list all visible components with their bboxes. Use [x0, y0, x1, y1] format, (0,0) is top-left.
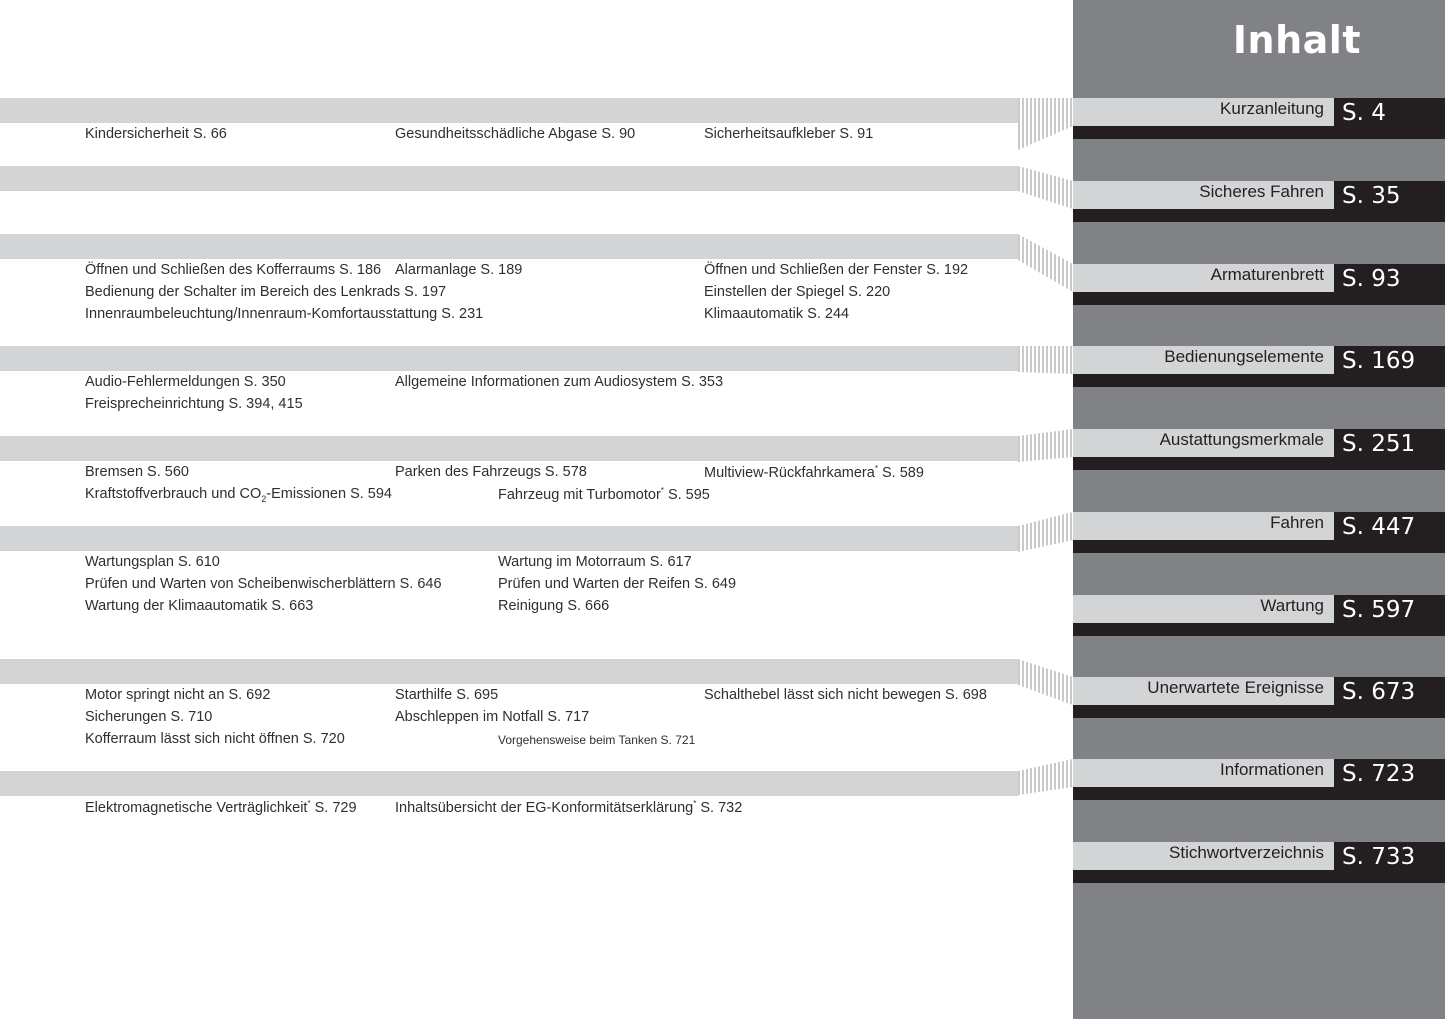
chapter-page: S. 447 [1334, 512, 1445, 553]
entry-rueckfahrkamera[interactable]: Multiview-Rückfahrkamera* S. 589 [704, 464, 924, 481]
chapter-tab-informationen[interactable] [1073, 759, 1445, 800]
chapter-tab-bedienungselemente[interactable] [1073, 346, 1445, 387]
section-band-wartung [0, 659, 1018, 684]
page-title: Inhalt [1232, 18, 1361, 62]
entry-bremsen[interactable]: Bremsen S. 560 [85, 464, 189, 480]
entry-sicherheitsaufkleber[interactable]: Sicherheitsaufkleber S. 91 [704, 126, 874, 142]
entry-abgase[interactable]: Gesundheitsschädliche Abgase S. 90 [395, 126, 636, 142]
entry-schalthebel[interactable]: Schalthebel lässt sich nicht bewegen S. 698 [704, 687, 987, 703]
entry-audio-fehler[interactable]: Audio-Fehlermeldungen S. 350 [85, 374, 286, 390]
entry-alarmanlage[interactable]: Alarmanlage S. 189 [395, 262, 523, 278]
entry-klimaautomatik-wartung[interactable]: Wartung der Klimaautomatik S. 663 [85, 598, 314, 614]
entry-sicherungen[interactable]: Sicherungen S. 710 [85, 709, 213, 725]
entry-kindersicherheit[interactable]: Kindersicherheit S. 66 [85, 126, 227, 142]
band-connectors [1018, 90, 1073, 810]
entry-lenkrad-schalter[interactable]: Bedienung der Schalter im Bereich des Lenkrads S. 197 [85, 284, 447, 300]
chapter-label: Informationen [1220, 760, 1324, 779]
entry-spiegel[interactable]: Einstellen der Spiegel S. 220 [704, 284, 891, 300]
section-band-sicheres-fahren [0, 166, 1018, 191]
section-band-austattungsmerkmale [0, 436, 1018, 461]
chapter-page: S. 251 [1334, 429, 1445, 470]
entry-parken[interactable]: Parken des Fahrzeugs S. 578 [395, 464, 587, 480]
entry-fenster[interactable]: Öffnen und Schließen der Fenster S. 192 [704, 262, 969, 278]
chapter-page: S. 169 [1334, 346, 1445, 387]
chapter-label: Austattungsmerkmale [1159, 430, 1324, 449]
chapter-page: S. 673 [1334, 677, 1445, 718]
section-band-kurzanleitung [0, 98, 1018, 123]
chapter-tab-austattungsmerkmale[interactable] [1073, 429, 1445, 470]
chapter-tab-sicheres-fahren[interactable] [1073, 181, 1445, 222]
entry-kofferraum-oeffnen[interactable]: Öffnen und Schließen des Kofferraums S. 186 [85, 262, 382, 278]
section-band-fahren [0, 526, 1018, 551]
chapter-label: Bedienungselemente [1164, 347, 1324, 366]
entry-emv[interactable]: Elektromagnetische Verträglichkeit* S. 729 [85, 799, 357, 816]
entry-kraftstoff[interactable]: Kraftstoffverbrauch und $CO_2$-Emissionen S. 594 [85, 486, 392, 504]
entry-innenraumbeleuchtung[interactable]: Innenraumbeleuchtung/Innenraum-Komfortausstattung S. 231 [85, 306, 484, 322]
section-band-armaturenbrett [0, 234, 1018, 259]
section-band-bedienungselemente [0, 346, 1018, 371]
chapter-tab-unerwartete-ereignisse[interactable] [1073, 677, 1445, 718]
entry-motorraum[interactable]: Wartung im Motorraum S. 617 [498, 554, 692, 570]
entry-reinigung[interactable]: Reinigung S. 666 [498, 598, 610, 614]
entry-abschleppen[interactable]: Abschleppen im Notfall S. 717 [395, 709, 590, 725]
chapter-page: S. 35 [1334, 181, 1445, 222]
chapter-label: Sicheres Fahren [1199, 182, 1324, 201]
entry-eg-konformitaet[interactable]: Inhaltsübersicht der EG-Konformitätserklärung* S. 732 [395, 799, 743, 816]
chapter-page: S. 4 [1334, 98, 1445, 139]
chapter-label: Armaturenbrett [1210, 265, 1324, 284]
chapter-page: S. 597 [1334, 595, 1445, 636]
chapter-tab-fahren[interactable] [1073, 512, 1445, 553]
entry-freisprech[interactable]: Freisprecheinrichtung S. 394, 415 [85, 396, 303, 412]
entry-turbomotor[interactable]: Fahrzeug mit Turbomotor* S. 595 [498, 486, 710, 503]
chapter-label: Unerwartete Ereignisse [1147, 678, 1324, 697]
chapter-page: S. 93 [1334, 264, 1445, 305]
chapter-page: S. 733 [1334, 842, 1445, 883]
section-band-unerwartete-ereignisse [0, 771, 1018, 796]
entry-wartungsplan[interactable]: Wartungsplan S. 610 [85, 554, 220, 570]
chapter-label: Fahren [1270, 513, 1324, 532]
chapter-tab-stichwortverzeichnis[interactable] [1073, 842, 1445, 883]
entry-scheibenwischer[interactable]: Prüfen und Warten von Scheibenwischerblättern S. 646 [85, 576, 442, 592]
entry-tanken[interactable]: Vorgehensweise beim Tanken S. 721 [498, 733, 696, 747]
chapter-page: S. 723 [1334, 759, 1445, 800]
entry-starthilfe[interactable]: Starthilfe S. 695 [395, 687, 499, 703]
entry-klimaautomatik[interactable]: Klimaautomatik S. 244 [704, 306, 850, 322]
chapter-label: Wartung [1260, 596, 1324, 615]
chapter-label: Stichwortverzeichnis [1169, 843, 1324, 862]
entry-motor-springt-nicht[interactable]: Motor springt nicht an S. 692 [85, 687, 271, 703]
entry-kofferraum-klemmt[interactable]: Kofferraum lässt sich nicht öffnen S. 720 [85, 731, 345, 747]
entry-reifen[interactable]: Prüfen und Warten der Reifen S. 649 [498, 576, 737, 592]
chapter-tab-armaturenbrett[interactable] [1073, 264, 1445, 305]
chapter-tab-wartung[interactable] [1073, 595, 1445, 636]
chapter-label: Kurzanleitung [1220, 99, 1324, 118]
chapter-tab-kurzanleitung[interactable] [1073, 98, 1445, 139]
entry-audiosystem[interactable]: Allgemeine Informationen zum Audiosystem S. 353 [395, 374, 724, 390]
